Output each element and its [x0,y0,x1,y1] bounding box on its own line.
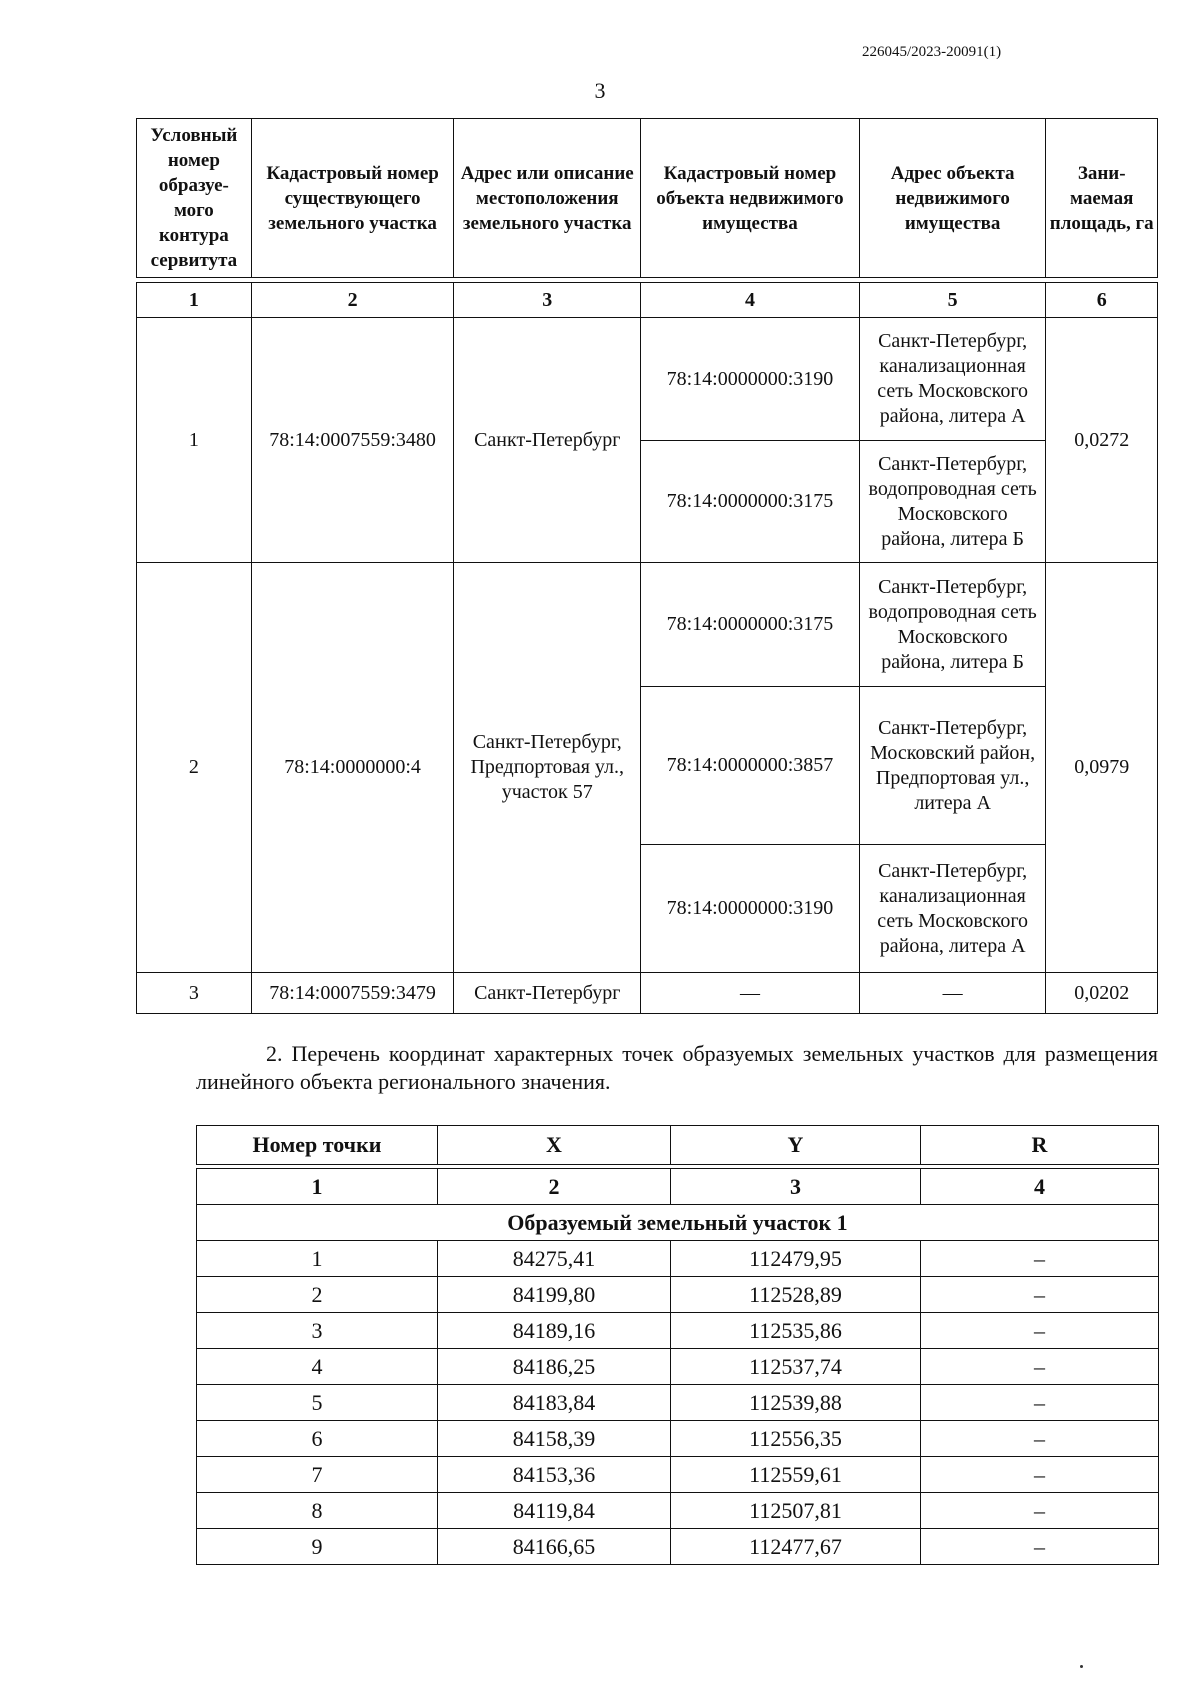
y-coordinate: 112507,81 [671,1493,921,1529]
contour-number: 1 [137,318,252,563]
column-number: 1 [137,283,252,318]
table-row [137,318,1158,441]
object-address: Санкт-Петербург, канализационная сеть Московского района, литера А [859,845,1046,973]
point-number: 5 [197,1385,438,1421]
x-coordinate: 84166,65 [438,1529,671,1565]
table-row [197,1277,1159,1313]
area-value: 0,0202 [1046,973,1158,1014]
point-number: 9 [197,1529,438,1565]
section-row [197,1205,1159,1241]
table-row [197,1385,1159,1421]
point-number: 3 [197,1313,438,1349]
land-cadastral: 78:14:0000000:4 [251,563,454,973]
r-value: – [921,1529,1159,1565]
object-cadastral: 78:14:0000000:3190 [641,845,860,973]
object-address: Санкт-Петербург, водопроводная сеть Московского района, литера Б [859,563,1046,687]
y-coordinate: 112537,74 [671,1349,921,1385]
contour-number: 2 [137,563,252,973]
y-coordinate: 112535,86 [671,1313,921,1349]
object-cadastral: 78:14:0000000:3857 [641,687,860,845]
point-number: 4 [197,1349,438,1385]
table-row [197,1421,1159,1457]
x-coordinate: 84275,41 [438,1241,671,1277]
area-value: 0,0272 [1046,318,1158,563]
header-land-cadastral: Кадастровый номер существующего земельного участка [251,119,454,278]
column-number: 2 [438,1169,671,1205]
point-number: 8 [197,1493,438,1529]
contour-number: 3 [137,973,252,1014]
point-number: 6 [197,1421,438,1457]
section-title: Образуемый земельный участок 1 [197,1205,1159,1241]
land-address: Санкт-Петербург, Предпортовая ул., участок 57 [454,563,641,973]
column-number: 2 [251,283,454,318]
page-number: 3 [594,78,606,103]
column-number: 3 [671,1169,921,1205]
column-number: 3 [454,283,641,318]
header-object-cadastral: Кадастровый номер объекта недвижимого имущества [641,119,860,278]
table-row [197,1313,1159,1349]
document-number: 226045/2023-20091(1) [862,44,1002,60]
r-value: – [921,1493,1159,1529]
r-value: – [921,1349,1159,1385]
table-row [197,1241,1159,1277]
y-coordinate: 112477,67 [671,1529,921,1565]
point-number: 1 [197,1241,438,1277]
coordinates-table [196,1125,1159,1565]
column-number: 4 [641,283,860,318]
column-number: 1 [197,1169,438,1205]
table-row [137,973,1158,1014]
r-value: – [921,1421,1159,1457]
x-coordinate: 84189,16 [438,1313,671,1349]
r-value: – [921,1457,1159,1493]
table-row [197,1529,1159,1565]
land-address: Санкт-Петербург [454,973,641,1014]
land-cadastral: 78:14:0007559:3480 [251,318,454,563]
header-area: Зани-маемая площадь, га [1046,119,1158,278]
servitude-table [136,118,1158,1014]
object-cadastral: 78:14:0000000:3190 [641,318,860,441]
header-r: R [921,1126,1159,1165]
r-value: – [921,1241,1159,1277]
header-land-address: Адрес или описание местоположения земельного участка [454,119,641,278]
scan-dot [1080,1665,1083,1668]
r-value: – [921,1385,1159,1421]
table-row [197,1493,1159,1529]
table-row [197,1349,1159,1385]
x-coordinate: 84158,39 [438,1421,671,1457]
header-row [197,1126,1159,1165]
column-numbers-row [137,283,1158,318]
land-cadastral: 78:14:0007559:3479 [251,973,454,1014]
area-value: 0,0979 [1046,563,1158,973]
x-coordinate: 84186,25 [438,1349,671,1385]
object-address: — [859,973,1046,1014]
point-number: 7 [197,1457,438,1493]
y-coordinate: 112479,95 [671,1241,921,1277]
object-address: Санкт-Петербург, канализационная сеть Московского района, литера А [859,318,1046,441]
x-coordinate: 84183,84 [438,1385,671,1421]
header-object-address: Адрес объекта недвижимого имущества [859,119,1046,278]
column-numbers-row [197,1169,1159,1205]
y-coordinate: 112528,89 [671,1277,921,1313]
header-point-number: Номер точки [197,1126,438,1165]
y-coordinate: 112539,88 [671,1385,921,1421]
table-row [137,563,1158,687]
object-cadastral: 78:14:0000000:3175 [641,563,860,687]
land-address: Санкт-Петербург [454,318,641,563]
header-contour-number: Условный номер образуе-мого контура сервитута [137,119,252,278]
object-address: Санкт-Петербург, водопроводная сеть Московского района, литера Б [859,441,1046,563]
r-value: – [921,1277,1159,1313]
column-number: 6 [1046,283,1158,318]
header-y: Y [671,1126,921,1165]
x-coordinate: 84199,80 [438,1277,671,1313]
column-number: 5 [859,283,1046,318]
y-coordinate: 112556,35 [671,1421,921,1457]
table-row [197,1457,1159,1493]
r-value: – [921,1313,1159,1349]
y-coordinate: 112559,61 [671,1457,921,1493]
object-cadastral: — [641,973,860,1014]
object-cadastral: 78:14:0000000:3175 [641,441,860,563]
object-address: Санкт-Петербург, Московский район, Предпортовая ул., литера А [859,687,1046,845]
point-number: 2 [197,1277,438,1313]
header-x: X [438,1126,671,1165]
x-coordinate: 84119,84 [438,1493,671,1529]
x-coordinate: 84153,36 [438,1457,671,1493]
column-number: 4 [921,1169,1159,1205]
coordinates-paragraph: 2. Перечень координат характерных точек образуемых земельных участков для размещения линейного объекта регионального значения. [196,1041,1158,1094]
